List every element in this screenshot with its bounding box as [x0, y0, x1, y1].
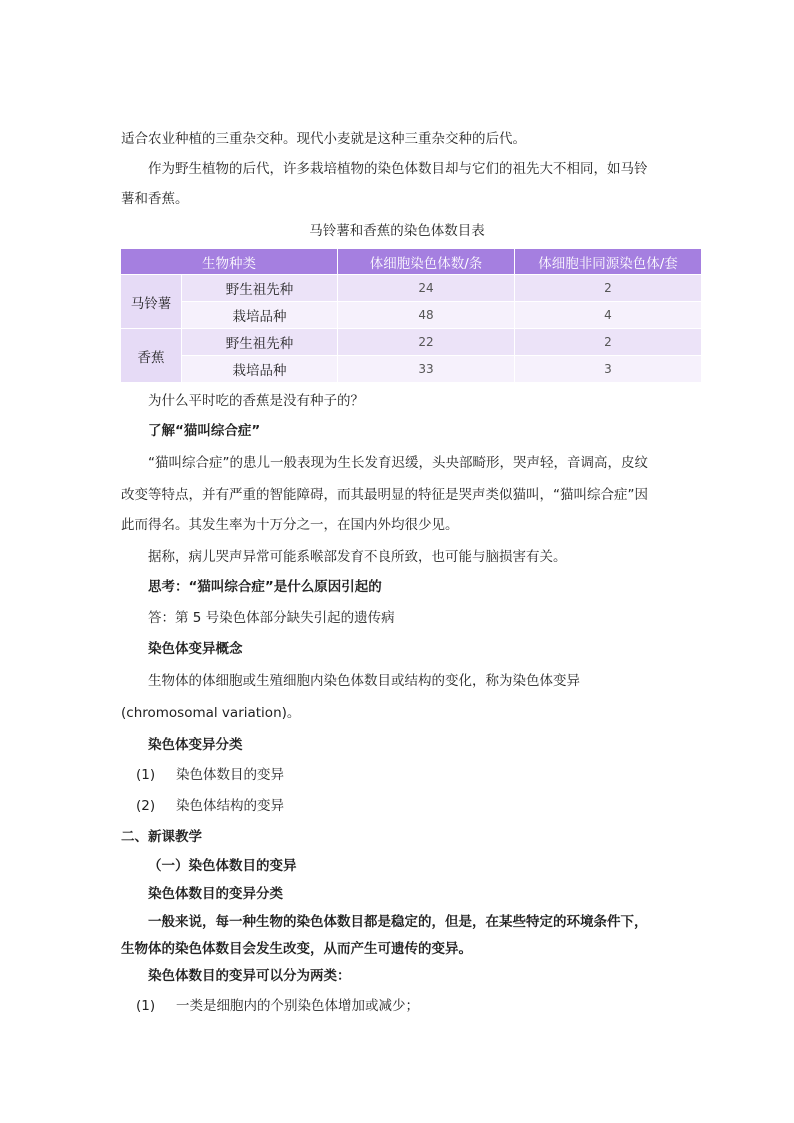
table-caption: 马铃薯和香蕉的染色体数目表 [309, 223, 485, 239]
paragraph-line: 一般来说，每一种生物的染色体数目都是稳定的，但是，在某些特定的环境条件下， [148, 914, 648, 930]
paragraph-line: 此而得名。其发生率为十万分之一，在国内外均很少见。 [121, 517, 459, 533]
sets-cell: 2 [515, 274, 701, 301]
paragraph-line: (chromosomal variation)。 [121, 705, 301, 721]
paragraph-line: 作为野生植物的后代，许多栽培植物的染色体数目却与它们的祖先大不相同，如马铃 [148, 161, 648, 177]
sets-cell: 4 [515, 301, 701, 328]
list-number: (2) [136, 798, 156, 814]
list-number: (1) [136, 998, 156, 1014]
paragraph-line: 染色体数目的变异可以分为两类： [148, 968, 351, 984]
table-header-sets: 体细胞非同源染色体/套 [515, 249, 701, 274]
species-cell: 马铃薯 [121, 274, 182, 328]
paragraph-line: 适合农业种植的三重杂交种。现代小麦就是这种三重杂交种的后代。 [121, 131, 526, 147]
count-cell: 48 [338, 301, 515, 328]
table-row [121, 355, 701, 382]
section-heading: 染色体数目的变异分类 [148, 886, 283, 902]
sets-cell: 2 [515, 328, 701, 355]
paragraph-line: 生物体的体细胞或生殖细胞内染色体数目或结构的变化，称为染色体变异 [148, 673, 580, 689]
list-number: (1) [136, 767, 156, 783]
answer-text: 答：第 5 号染色体部分缺失引起的遗传病 [148, 610, 395, 626]
section-heading: 了解“猫叫综合症” [148, 423, 261, 439]
type-cell: 栽培品种 [182, 301, 338, 328]
subsection-title: （一）染色体数目的变异 [148, 858, 297, 874]
count-cell: 22 [338, 328, 515, 355]
type-cell: 栽培品种 [182, 355, 338, 382]
table-row [121, 328, 701, 355]
list-item: 染色体结构的变异 [176, 798, 284, 814]
count-cell: 33 [338, 355, 515, 382]
paragraph-line: 薯和香蕉。 [121, 191, 189, 207]
paragraph-line: “猫叫综合症”的患儿一般表现为生长发育迟缓，头央部畸形，哭声轻，音调高，皮纹 [148, 455, 648, 471]
table-row [121, 274, 701, 301]
table-row [121, 301, 701, 328]
section-heading: 染色体变异分类 [148, 737, 243, 753]
paragraph-line: 改变等特点，并有严重的智能障碍，而其最明显的特征是哭声类似猫叫，“猫叫综合症”因 [121, 487, 648, 503]
species-cell: 香蕉 [121, 328, 182, 382]
count-cell: 24 [338, 274, 515, 301]
paragraph-line: 据称，病儿哭声异常可能系喉部发育不良所致，也可能与脑损害有关。 [148, 549, 567, 565]
chromosome-table [121, 249, 701, 382]
table-header-species: 生物种类 [121, 249, 338, 274]
section-title: 二、新课教学 [121, 829, 202, 845]
think-question: 思考：“猫叫综合症”是什么原因引起的 [148, 579, 382, 595]
list-item: 染色体数目的变异 [176, 767, 284, 783]
type-cell: 野生祖先种 [182, 274, 338, 301]
sets-cell: 3 [515, 355, 701, 382]
question-text: 为什么平时吃的香蕉是没有种子的？ [148, 393, 364, 409]
list-item: 一类是细胞内的个别染色体增加或减少； [176, 998, 419, 1014]
paragraph-line: 生物体的染色体数目会发生改变，从而产生可遗传的变异。 [121, 941, 472, 957]
type-cell: 野生祖先种 [182, 328, 338, 355]
section-heading: 染色体变异概念 [148, 641, 243, 657]
table-header-count: 体细胞染色体数/条 [338, 249, 515, 274]
